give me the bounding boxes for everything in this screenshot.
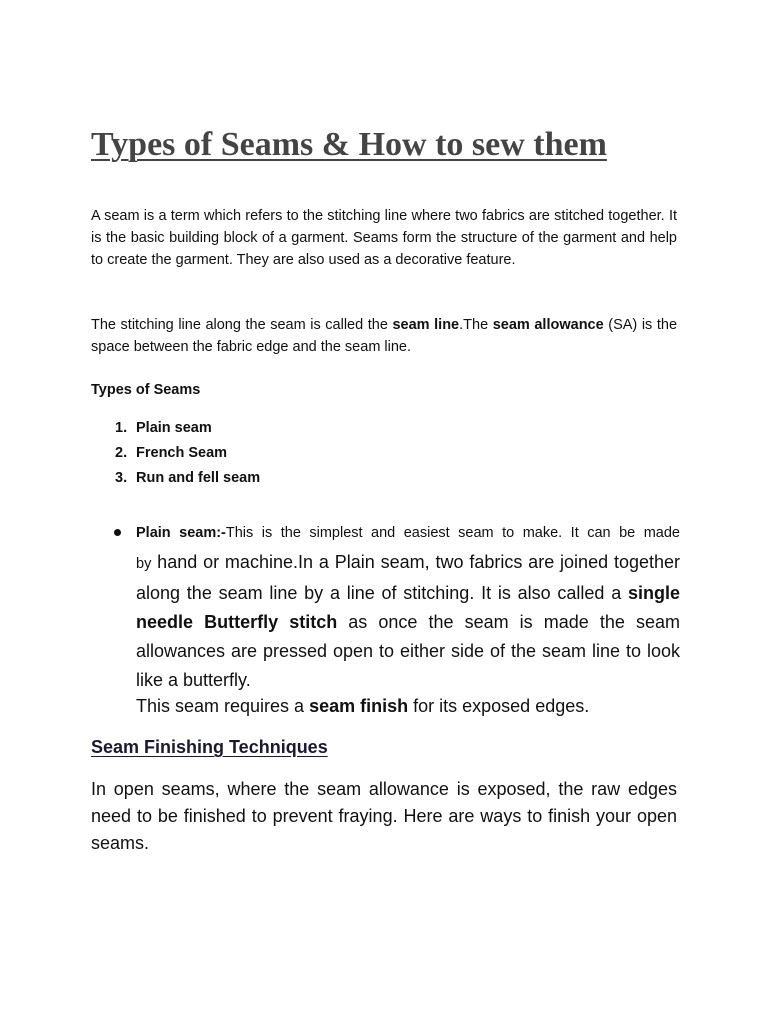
plain-seam-first-text: This is the simplest and easiest seam to make. It can be made	[225, 525, 680, 541]
types-heading: Types of Seams	[91, 382, 201, 398]
intro-paragraph: A seam is a term which refers to the stitching line where two fabrics are stitched together. It is the basic building block of a garment. Seams form the structure of the garment and help to create the garment. They are also used as a decorative feature.	[91, 208, 677, 268]
page-title: Types of Seams & How to sew them	[91, 126, 607, 163]
seam-finish-text: This seam requires a	[136, 696, 310, 716]
seam-finish-text: for its exposed edges.	[408, 696, 590, 716]
plain-seam-body-text: as once the seam is made the seam allowances are pressed open to either side of the seam line to look like a butterfly.	[136, 612, 680, 690]
list-item-label: Run and fell seam	[136, 470, 261, 486]
term-seam-line: seam line	[392, 317, 460, 333]
plain-seam-by: by	[136, 556, 152, 572]
plain-seam-term: Plain seam:-	[136, 525, 226, 541]
list-item-number: 3.	[115, 470, 128, 486]
plain-seam-first-line	[136, 520, 680, 546]
list-item-label: French Seam	[136, 445, 228, 461]
list-item-number: 1.	[115, 420, 128, 436]
list-item-label: Plain seam	[136, 420, 212, 436]
butterfly-stitch-term: single needle Butterfly stitch	[136, 583, 680, 632]
finishing-paragraph: In open seams, where the seam allowance is exposed, the raw edges need to be finished to prevent fraying. Here are ways to finish your open seams.	[91, 779, 677, 853]
finishing-heading: Seam Finishing Techniques	[91, 737, 328, 757]
definition-text: (SA) is the space between the fabric edge and the seam line.	[91, 317, 678, 355]
seam-finish-term: seam finish	[309, 696, 409, 716]
definitions-paragraph	[91, 314, 677, 358]
definition-text: .The	[459, 317, 493, 333]
plain-seam-body	[136, 548, 680, 695]
definition-text: The stitching line along the seam is called the	[91, 317, 393, 333]
seam-finish-note	[136, 692, 680, 721]
term-seam-allowance: seam allowance	[492, 317, 604, 333]
bullet-dot-icon	[114, 529, 121, 536]
list-item-number: 2.	[115, 445, 128, 461]
plain-seam-body-text: hand or machine.In a Plain seam, two fabrics are joined together along the seam line by a line of stitching. It is also called a	[136, 552, 680, 603]
